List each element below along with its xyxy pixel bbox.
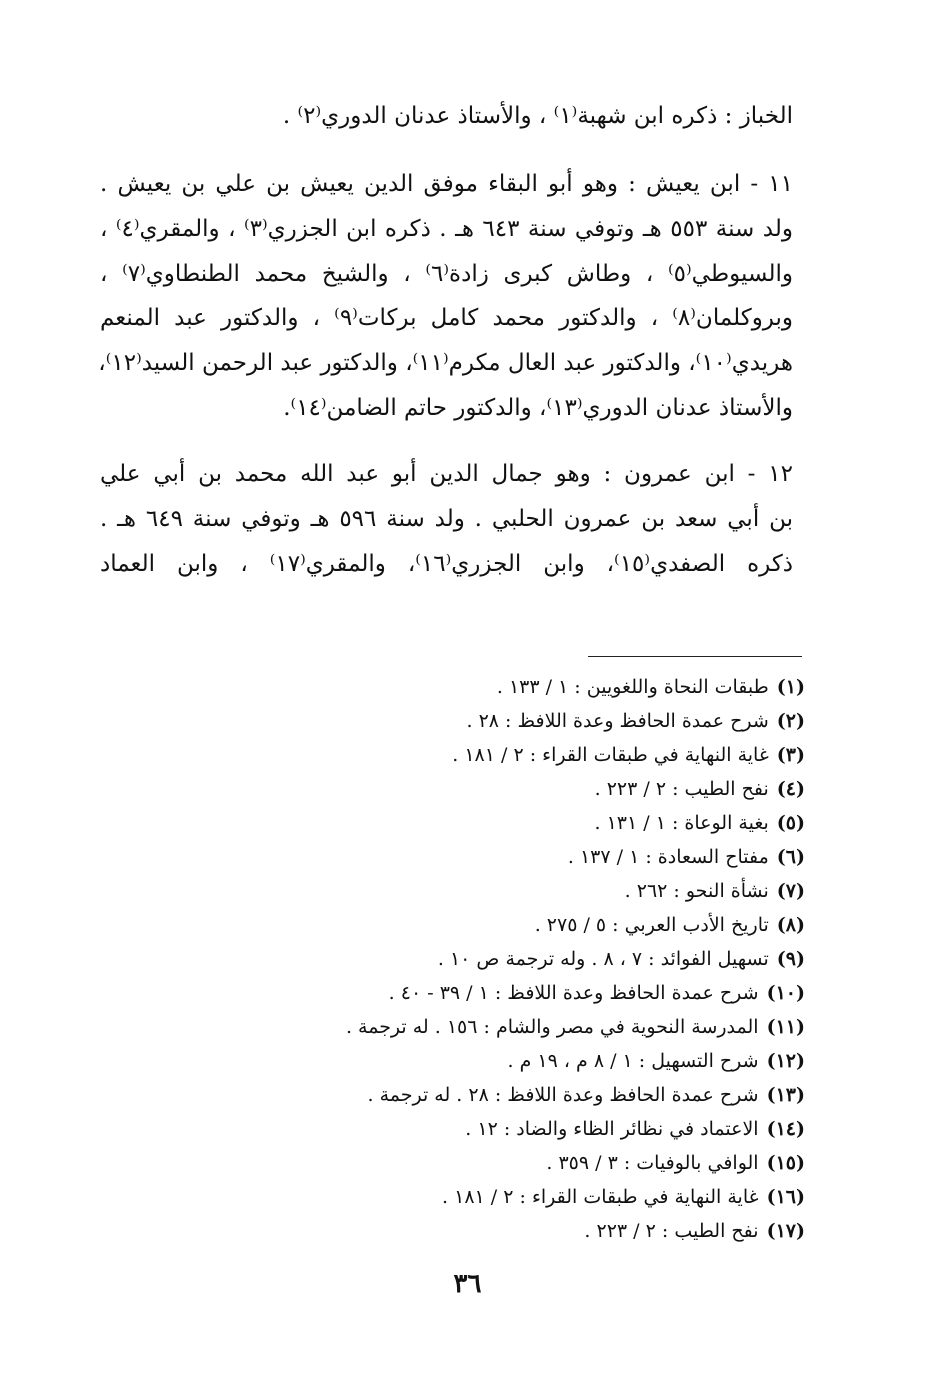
footnote-text: نشأة النحو : ٢٦٢ . [624,880,769,902]
footnote-text: طبقات النحاة واللغويين : ١ / ١٣٣ . [496,676,769,698]
footnote-number: (١١) [766,1016,805,1038]
footnote-text: نفح الطيب : ٢ / ٢٢٣ . [584,1220,759,1242]
footnote-number: (١٤) [766,1118,805,1140]
footnote-number: (١٢) [766,1050,805,1072]
body-line-6: هريدي⁽١٠⁾، والدكتور عبد العال مكرم⁽١١⁾، والدكتور عبد الرحمن السيد⁽١٢⁾، [98,350,793,376]
footnote-text: غاية النهاية في طبقات القراء : ٢ / ١٨١ . [442,1186,759,1208]
footnote-number: (٧) [776,880,805,902]
footnote-12 [165,1044,805,1078]
footnote-text: شرح التسهيل : ١ / ٨ م ، ١٩ م . [507,1050,759,1072]
footnote-text: بغية الوعاة : ١ / ١٣١ . [594,812,769,834]
footnote-text: تسهيل الفوائد : ٧ ، ٨ . وله ترجمة ص ١٠ . [437,948,769,970]
footnote-number: (٩) [776,948,805,970]
footnote-5 [165,806,805,840]
footnote-11 [165,1010,805,1044]
footnote-text: تاريخ الأدب العربي : ٥ / ٢٧٥ . [534,914,769,936]
footnote-number: (١) [776,676,805,698]
footnote-text: شرح عمدة الحافظ وعدة اللافظ : ١ / ٣٩ - ٤٠ . [388,982,759,1004]
body-line-3: ولد سنة ٥٥٣ هـ وتوفي سنة ٦٤٣ هـ . ذكره ابن الجزري⁽٣⁾ ، والمقري⁽٤⁾ ، [100,216,793,242]
footnote-10 [165,976,805,1010]
footnote-7 [165,874,805,908]
footnote-1 [165,670,805,704]
footnote-text: المدرسة النحوية في مصر والشام : ١٥٦ . له ترجمة . [345,1016,759,1038]
footnote-number: (١٠) [766,982,805,1004]
footnote-text: شرح عمدة الحافظ وعدة اللافظ : ٢٨ . له ترجمة . [367,1084,759,1106]
footnote-number: (٣) [776,744,805,766]
footnote-9 [165,942,805,976]
footnote-number: (١٥) [766,1152,805,1174]
footnote-number: (١٦) [766,1186,805,1208]
footnote-number: (٢) [776,710,805,732]
body-line-4: والسيوطي⁽٥⁾ ، وطاش كبرى زادة⁽٦⁾ ، والشيخ محمد الطنطاوي⁽٧⁾ ، [100,261,793,287]
footnote-text: غاية النهاية في طبقات القراء : ٢ / ١٨١ . [452,744,769,766]
footnote-text: الاعتماد في نظائر الظاء والضاد : ١٢ . [465,1118,759,1140]
footnote-8 [165,908,805,942]
body-line-8: ١٢ - ابن عمرون : وهو جمال الدين أبو عبد الله محمد بن أبي علي [100,461,793,487]
footnote-2 [165,704,805,738]
body-line-2: ١١ - ابن يعيش : وهو أبو البقاء موفق الدين يعيش بن علي بن يعيش . [100,171,793,197]
footnote-number: (١٣) [766,1084,805,1106]
body-line-10: ذكره الصفدي⁽١٥⁾، وابن الجزري⁽١٦⁾، والمقري⁽١٧⁾ ، وابن العماد [100,551,794,577]
footnote-number: (٤) [776,778,805,800]
footnote-number: (٦) [776,846,805,868]
footnote-text: مفتاح السعادة : ١ / ١٣٧ . [567,846,769,868]
body-line-9: بن أبي سعد بن عمرون الحلبي . ولد سنة ٥٩٦ هـ وتوفي سنة ٦٤٩ هـ . [100,506,793,532]
footnote-6 [165,840,805,874]
body-line-7: والأستاذ عدنان الدوري⁽١٣⁾، والدكتور حاتم الضامن⁽١٤⁾. [283,395,793,421]
body-line-5: وبروكلمان⁽٨⁾ ، والدكتور محمد كامل بركات⁽٩⁾ ، والدكتور عبد المنعم [100,305,793,331]
footnote-text: نفح الطيب : ٢ / ٢٢٣ . [594,778,769,800]
footnote-17 [165,1214,805,1248]
footnote-3 [165,738,805,772]
footnote-15 [165,1146,805,1180]
page-number: ٣٦ [453,1269,482,1299]
footnote-text: شرح عمدة الحافظ وعدة اللافظ : ٢٨ . [466,710,769,732]
footnote-14 [165,1112,805,1146]
footnote-number: (٨) [776,914,805,936]
body-line-1: الخباز : ذكره ابن شهبة⁽١⁾ ، والأستاذ عدنان الدوري⁽٢⁾ . [282,103,793,129]
footnote-4 [165,772,805,806]
footnote-number: (١٧) [766,1220,805,1242]
footnote-16 [165,1180,805,1214]
footnote-divider [588,656,802,657]
footnote-text: الوافي بالوفيات : ٣ / ٣٥٩ . [546,1152,759,1174]
footnote-number: (٥) [776,812,805,834]
footnote-13 [165,1078,805,1112]
